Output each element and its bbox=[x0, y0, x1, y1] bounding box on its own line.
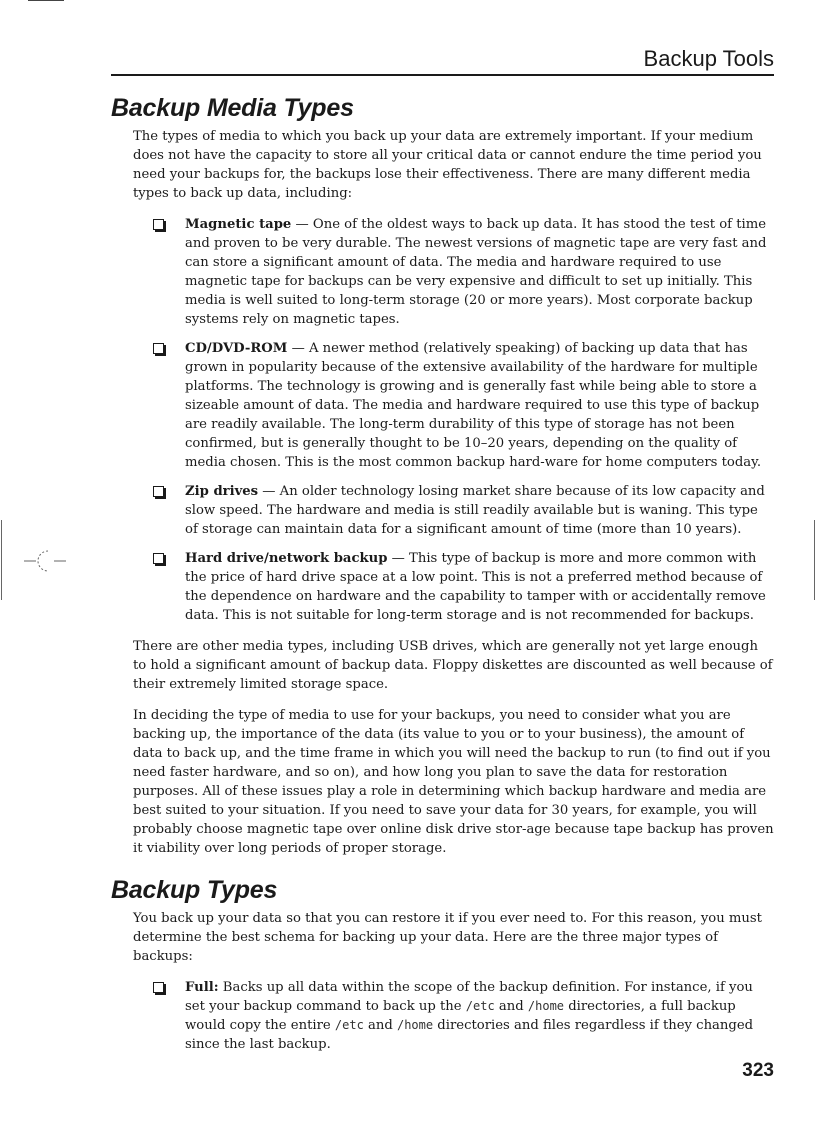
list-item-term: Zip drives bbox=[185, 484, 259, 499]
path-etc: /etc bbox=[334, 1018, 364, 1032]
checkbox-bullet-icon bbox=[153, 553, 164, 564]
list-item-term: CD/DVD-ROM bbox=[185, 341, 288, 356]
page-content bbox=[111, 94, 774, 1066]
checkbox-bullet-icon bbox=[153, 982, 164, 993]
list-item bbox=[111, 978, 774, 1054]
list-item-text: and bbox=[494, 999, 528, 1014]
list-item bbox=[111, 482, 774, 539]
deciding-media-paragraph: In deciding the type of media to use for your backups, you need to consider what you are backing up, the importance of the data (its value to you or to your business), the amount of data to back up, and the time frame in which you will need the backup to run (to find out if you need faster hardware, and so on), and how long you plan to save the data for restoration purposes. All of these issues play a role in determining which backup hardware and media are best suited to your situation. If you need to save your data for 30 years, for example, you will probably choose magnetic tape over online disk drive stor-age because tape backup has proven it viability over long periods of proper storage. bbox=[133, 708, 774, 856]
list-item-text: Backs up all data within the scope of the backup definition. For instance, if you set your backup command to back up the bbox=[185, 980, 753, 1014]
media-types-list bbox=[111, 215, 774, 625]
list-item bbox=[111, 339, 774, 472]
list-item-text: and bbox=[363, 1018, 397, 1033]
list-item bbox=[111, 215, 774, 329]
registration-mark-icon bbox=[24, 548, 66, 574]
crop-mark-top bbox=[28, 0, 64, 3]
list-item-text: — A newer method (relatively speaking) of backing up data that has grown in popularity because of the extensive availability of the hardware for multiple platforms. The technology is growing and is generally fast while being able to store a sizeable amount of data. The media and hardware required to use this type of backup are readily available. The long-term durability of this type of storage has not been confirmed, but is generally thought to be 10–20 years, depending on the quality of media chosen. This is the most common backup hard-ware for home computers today. bbox=[185, 341, 762, 470]
path-etc: /etc bbox=[465, 999, 495, 1013]
crop-mark-left bbox=[1, 520, 2, 600]
path-home: /home bbox=[527, 999, 565, 1013]
checkbox-bullet-icon bbox=[153, 219, 164, 230]
list-item-text: directories, a full backup would copy the entire bbox=[185, 999, 736, 1033]
list-item-text: — One of the oldest ways to back up data. It has stood the test of time and proven to be very durable. The newest versions of magnetic tape are very fast and can store a significant amount of data. The media and hardware required to use magnetic tape for backups can be very expensive and difficult to set up initially. This media is well suited to long-term storage (20 or more years). Most corporate backup systems rely on magnetic tapes. bbox=[185, 217, 767, 327]
list-item-term: Full: bbox=[185, 980, 219, 995]
list-item-text: directories and files regardless if they changed since the last backup. bbox=[185, 1018, 754, 1052]
checkbox-bullet-icon bbox=[153, 343, 164, 354]
backup-types-list bbox=[111, 978, 774, 1054]
list-item-text: — This type of backup is more and more common with the price of hard drive space at a low point. This is not a preferred method because of the dependence on hardware and the capability to tamper with or accidentally remove data. This is not suitable for long-term storage and is not recommended for backups. bbox=[185, 551, 766, 623]
other-media-paragraph: There are other media types, including USB drives, which are generally not yet large enough to hold a significant amount of backup data. Floppy diskettes are discounted as well because of their extremely limited storage space. bbox=[133, 639, 773, 692]
list-item bbox=[111, 549, 774, 625]
list-item-text: — An older technology losing market share because of its low capacity and slow speed. The hardware and media is still readily available but is waning. This type of storage can maintain data for a significant amount of time (more than 10 years). bbox=[185, 484, 765, 537]
checkbox-bullet-icon bbox=[153, 486, 164, 497]
list-item-term: Magnetic tape bbox=[185, 217, 292, 232]
backup-types-intro: You back up your data so that you can restore it if you ever need to. For this reason, you must determine the best schema for backing up your data. Here are the three major types of backups: bbox=[133, 911, 762, 964]
crop-mark-right bbox=[814, 520, 815, 600]
running-title: Backup Tools bbox=[643, 46, 774, 71]
page-number: 323 bbox=[742, 1060, 774, 1081]
running-header bbox=[111, 46, 774, 76]
list-item-term: Hard drive/network backup bbox=[185, 551, 388, 566]
section-heading-backup-types: Backup Types bbox=[111, 876, 278, 904]
section-heading-media-types: Backup Media Types bbox=[111, 94, 354, 122]
media-types-intro: The types of media to which you back up your data are extremely important. If your medium does not have the capacity to store all your critical data or cannot endure the time period you need your backups for, the backups lose their effectiveness. There are many different media types to back up data, including: bbox=[133, 129, 762, 201]
path-home: /home bbox=[396, 1018, 434, 1032]
